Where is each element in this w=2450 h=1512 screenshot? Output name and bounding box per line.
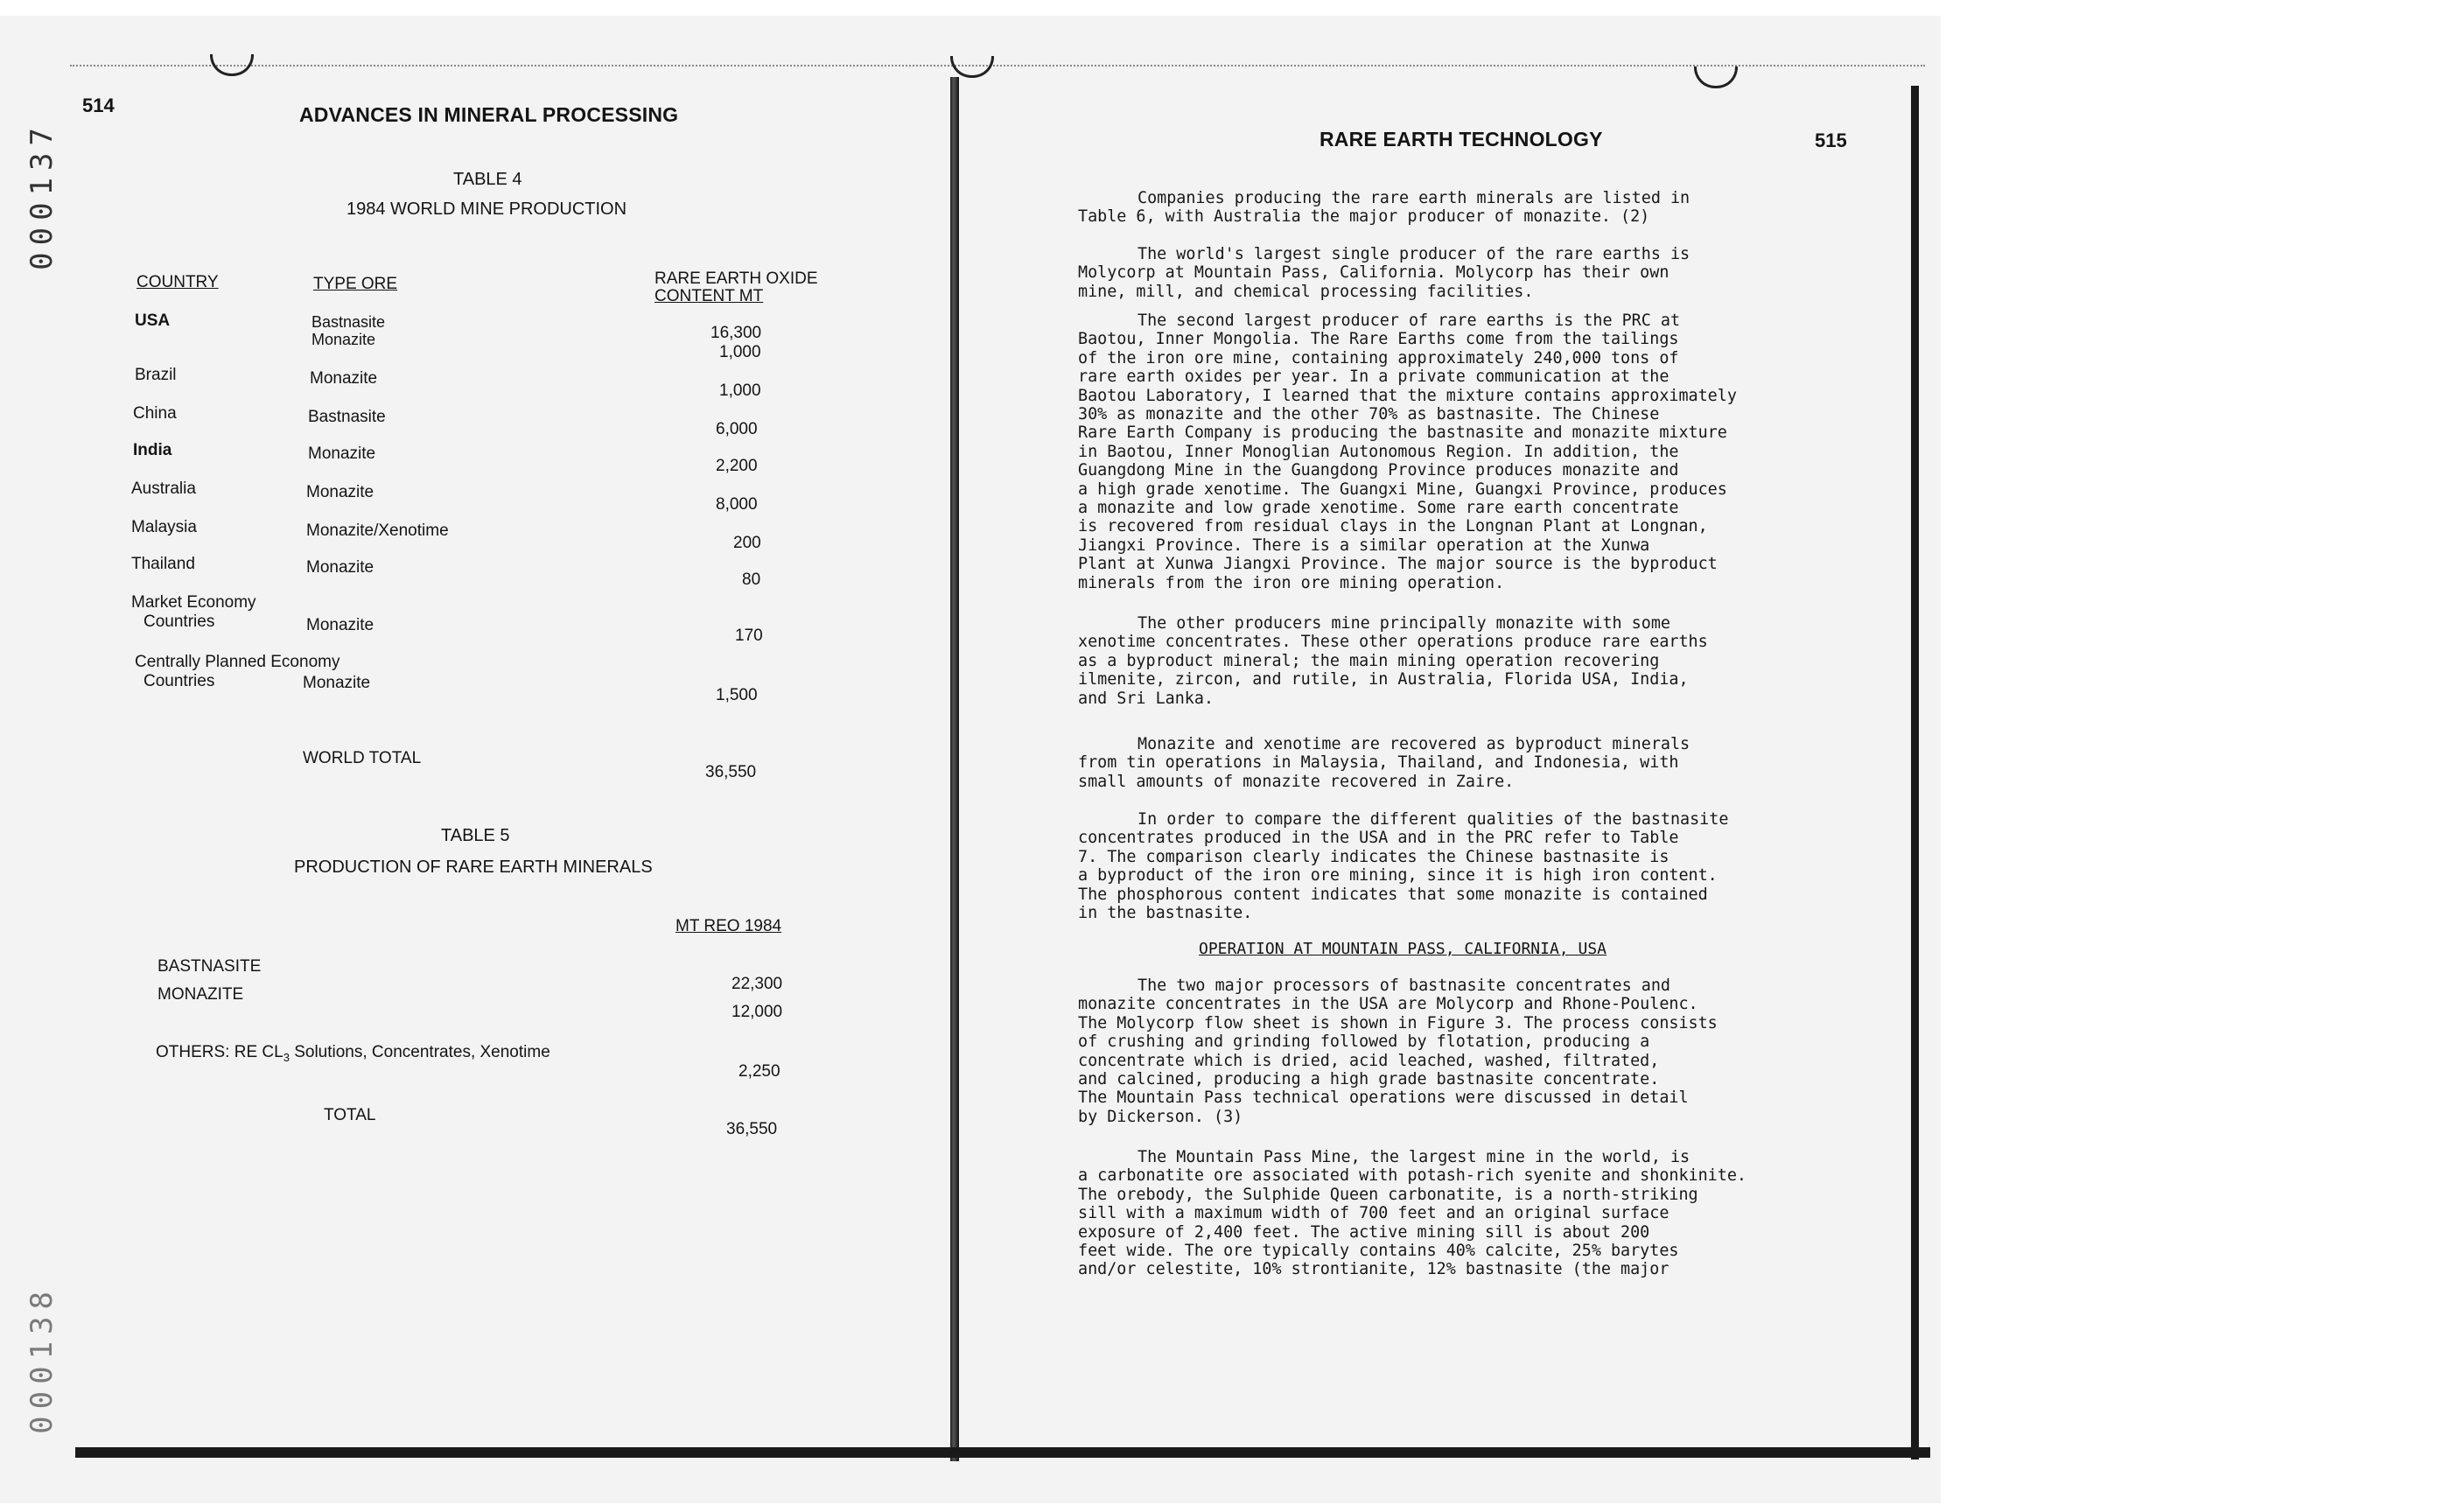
bastnasite-label: BASTNASITE bbox=[158, 957, 262, 976]
text-line: 30% as monazite and the other 70% as bastnasite. The Chinese bbox=[1078, 405, 1660, 424]
text-line: Guangdong Mine in the Guangdong Province produces monazite and bbox=[1078, 461, 1679, 480]
country-market-economy-2: Countries bbox=[144, 612, 215, 631]
country-australia: Australia bbox=[131, 480, 196, 498]
text-line: ilmenite, zircon, and rutile, in Australia, Florida USA, India, bbox=[1078, 670, 1689, 690]
text-line: and/or celestite, 10% strontianite, 12% bastnasite (the major bbox=[1078, 1260, 1670, 1279]
text-line: concentrate which is dried, acid leached, washed, filtrated, bbox=[1078, 1051, 1660, 1070]
value-china: 6,000 bbox=[716, 420, 758, 438]
text-line: a monazite and low grade xenotime. Some rare earth concentrate bbox=[1078, 499, 1679, 518]
world-total-label: WORLD TOTAL bbox=[303, 749, 422, 767]
country-china: China bbox=[133, 404, 177, 423]
text-line: as a byproduct mineral; the main mining operation recovering bbox=[1078, 651, 1660, 670]
bates-number-bottom: 000138 bbox=[24, 1284, 60, 1434]
text-line: mine, mill, and chemical processing facilities. bbox=[1078, 282, 1534, 301]
others-suffix: Solutions, Concentrates, Xenotime bbox=[289, 1043, 550, 1061]
text-line: The two major processors of bastnasite concentrates and bbox=[1138, 976, 1670, 995]
paragraph-5 bbox=[1078, 735, 1813, 791]
text-line: feet wide. The ore typically contains 40% calcite, 25% barytes bbox=[1078, 1242, 1679, 1261]
type-india: Monazite bbox=[308, 444, 376, 463]
binder-hole-left bbox=[210, 54, 254, 76]
binder-hole-right bbox=[1694, 66, 1738, 88]
text-line: Baotou, Inner Mongolia. The Rare Earths come from the tailings bbox=[1078, 330, 1679, 349]
text-line: 7. The comparison clearly indicates the Chinese bastnasite is bbox=[1078, 847, 1670, 866]
country-thailand: Thailand bbox=[131, 555, 195, 573]
text-line: is recovered from residual clays in the Longnan Plant at Longnan, bbox=[1078, 517, 1708, 536]
value-thailand: 80 bbox=[742, 570, 761, 589]
header-type-ore: TYPE ORE bbox=[313, 275, 398, 293]
text-line: Companies producing the rare earth minerals are listed in bbox=[1138, 189, 1690, 207]
header-oxide-line2: CONTENT MT bbox=[654, 287, 764, 305]
text-line: The world's largest single producer of the rare earths is bbox=[1138, 245, 1690, 263]
monazite-value: 12,000 bbox=[732, 1003, 783, 1021]
paragraph-2 bbox=[1078, 245, 1813, 301]
type-usa-2: Monazite bbox=[312, 331, 376, 348]
total-label: TOTAL bbox=[324, 1106, 376, 1124]
table-5-column-header: MT REO 1984 bbox=[676, 917, 782, 935]
type-brazil: Monazite bbox=[310, 369, 378, 388]
text-line: concentrates produced in the USA and in the PRC refer to Table bbox=[1078, 829, 1679, 848]
value-india: 2,200 bbox=[716, 457, 758, 475]
running-head-right: RARE EARTH TECHNOLOGY bbox=[1320, 128, 1603, 150]
header-oxide-line1: RARE EARTH OXIDE bbox=[654, 270, 818, 288]
value-malaysia: 200 bbox=[733, 534, 761, 552]
scan-noise-line bbox=[70, 65, 1925, 66]
text-line: a high grade xenotime. The Guangxi Mine, Guangxi Province, produces bbox=[1078, 480, 1727, 499]
text-line: Baotou Laboratory, I learned that the mixture contains approximately bbox=[1078, 386, 1737, 405]
text-line: a carbonatite ore associated with potash-rich syenite and shonkinite. bbox=[1078, 1166, 1746, 1186]
paragraph-3 bbox=[1078, 312, 1813, 592]
others-label bbox=[156, 1043, 550, 1064]
book-spine bbox=[950, 77, 959, 1461]
page-edge-right bbox=[1911, 86, 1919, 1460]
bates-number-top: 000137 bbox=[24, 121, 60, 270]
value-australia: 8,000 bbox=[716, 495, 758, 514]
type-usa-1: Bastnasite bbox=[312, 313, 386, 331]
text-line: of the iron ore mine, containing approximately 240,000 tons of bbox=[1078, 348, 1679, 368]
paragraph-8 bbox=[1078, 1148, 1813, 1279]
text-line: of crushing and grinding followed by flotation, producing a bbox=[1078, 1032, 1650, 1052]
paragraph-4 bbox=[1078, 614, 1813, 708]
text-line: Table 6, with Australia the major producer of monazite. (2) bbox=[1078, 207, 1650, 227]
world-total-value: 36,550 bbox=[705, 763, 757, 781]
text-line: exposure of 2,400 feet. The active mining sill is about 200 bbox=[1078, 1222, 1650, 1242]
value-brazil: 1,000 bbox=[719, 382, 761, 400]
text-line: sill with a maximum width of 700 feet and an original surface bbox=[1078, 1204, 1670, 1223]
bastnasite-value: 22,300 bbox=[732, 975, 783, 993]
type-market-economy: Monazite bbox=[306, 616, 374, 634]
text-line: In order to compare the different qualities of the bastnasite bbox=[1138, 810, 1729, 829]
country-centrally-planned-2: Countries bbox=[144, 672, 215, 690]
paragraph-7 bbox=[1078, 976, 1813, 1126]
text-line: The orebody, the Sulphide Queen carbonatite, is a north-striking bbox=[1078, 1185, 1698, 1204]
country-brazil: Brazil bbox=[135, 366, 177, 384]
monazite-label: MONAZITE bbox=[158, 985, 244, 1004]
text-line: xenotime concentrates. These other operations produce rare earths bbox=[1078, 633, 1708, 652]
country-usa: USA bbox=[135, 312, 171, 330]
table-5-label: TABLE 5 bbox=[441, 826, 510, 845]
value-centrally-planned: 1,500 bbox=[716, 686, 758, 704]
paragraph-1 bbox=[1078, 189, 1813, 227]
country-malaysia: Malaysia bbox=[131, 518, 197, 536]
others-prefix: OTHERS: RE CL bbox=[156, 1043, 284, 1061]
text-line: Molycorp at Mountain Pass, California. Molycorp has their own bbox=[1078, 263, 1670, 283]
total-value: 36,550 bbox=[726, 1120, 778, 1138]
header-country: COUNTRY bbox=[136, 273, 219, 291]
country-market-economy: Market Economy bbox=[131, 593, 256, 612]
table-4-label: TABLE 4 bbox=[453, 170, 522, 189]
text-line: Rare Earth Company is producing the bastnasite and monazite mixture bbox=[1078, 424, 1727, 443]
country-centrally-planned: Centrally Planned Economy bbox=[135, 653, 340, 671]
text-line: Monazite and xenotime are recovered as byproduct minerals bbox=[1138, 735, 1690, 753]
text-line: The second largest producer of rare earths is the PRC at bbox=[1138, 312, 1681, 330]
page-number-left: 514 bbox=[82, 94, 115, 116]
text-line: small amounts of monazite recovered in Zaire. bbox=[1078, 772, 1515, 791]
section-heading: OPERATION AT MOUNTAIN PASS, CALIFORNIA, USA bbox=[1199, 940, 1606, 958]
text-line: The Mountain Pass Mine, the largest mine in the world, is bbox=[1138, 1148, 1690, 1166]
text-line: The phosphorous content indicates that some monazite is contained bbox=[1078, 885, 1708, 904]
text-line: a byproduct of the iron ore mining, since it is high iron content. bbox=[1078, 866, 1718, 886]
others-subscript: 3 bbox=[283, 1050, 290, 1064]
text-line: The other producers mine principally monazite with some bbox=[1138, 614, 1670, 633]
page-number-right: 515 bbox=[1815, 130, 1847, 151]
value-usa-2: 1,000 bbox=[719, 343, 761, 361]
paragraph-6 bbox=[1078, 810, 1813, 922]
text-line: Plant at Xunwa Jiangxi Province. The major source is the byproduct bbox=[1078, 555, 1718, 574]
type-australia: Monazite bbox=[306, 483, 374, 501]
table-5-title: PRODUCTION OF RARE EARTH MINERALS bbox=[294, 858, 653, 877]
text-line: monazite concentrates in the USA are Molycorp and Rhone-Poulenc. bbox=[1078, 995, 1698, 1014]
others-value: 2,250 bbox=[738, 1062, 780, 1081]
type-malaysia: Monazite/Xenotime bbox=[306, 522, 449, 540]
text-line: and calcined, producing a high grade bastnasite concentrate. bbox=[1078, 1070, 1660, 1089]
text-line: in the bastnasite. bbox=[1078, 904, 1253, 923]
page-edge-bottom bbox=[75, 1447, 1930, 1458]
type-china: Bastnasite bbox=[308, 408, 386, 426]
binder-hole-center bbox=[950, 56, 994, 78]
text-line: by Dickerson. (3) bbox=[1078, 1107, 1243, 1126]
text-line: The Molycorp flow sheet is shown in Figure 3. The process consists bbox=[1078, 1013, 1718, 1032]
text-line: rare earth oxides per year. In a private communication at the bbox=[1078, 368, 1670, 387]
value-market-economy: 170 bbox=[735, 626, 763, 645]
text-line: Jiangxi Province. There is a similar operation at the Xunwa bbox=[1078, 536, 1650, 555]
type-thailand: Monazite bbox=[306, 558, 374, 577]
text-line: minerals from the iron ore mining operation. bbox=[1078, 573, 1505, 592]
text-line: from tin operations in Malaysia, Thailand, and Indonesia, with bbox=[1078, 753, 1679, 773]
value-usa-1: 16,300 bbox=[710, 324, 762, 342]
text-line: The Mountain Pass technical operations were discussed in detail bbox=[1078, 1088, 1689, 1108]
country-india: India bbox=[133, 441, 172, 459]
text-line: and Sri Lanka. bbox=[1078, 689, 1214, 708]
type-centrally-planned: Monazite bbox=[303, 674, 371, 692]
running-head-left: ADVANCES IN MINERAL PROCESSING bbox=[299, 103, 679, 126]
text-line: in Baotou, Inner Monoglian Autonomous Region. In addition, the bbox=[1078, 442, 1679, 461]
table-4-title: 1984 WORLD MINE PRODUCTION bbox=[346, 200, 627, 219]
